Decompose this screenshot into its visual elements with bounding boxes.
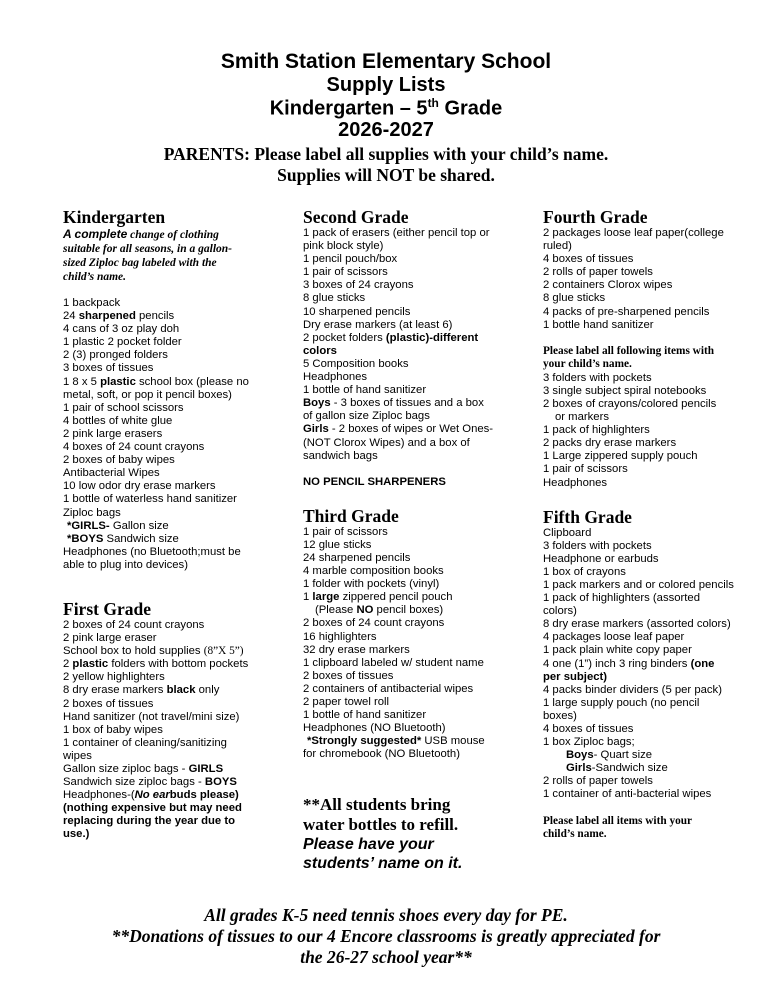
list-item: 3 folders with pockets (543, 539, 652, 552)
list-item: Clipboard (543, 526, 592, 539)
list-item: 2 boxes of baby wipes (63, 454, 175, 467)
list-item: Headphones-(No earbuds please) (63, 789, 239, 802)
list-item: 2 containers Clorox wipes (543, 279, 673, 292)
fifth-grade-title: Fifth Grade (543, 506, 632, 527)
list-item: Sandwich size ziploc bags - BOYS (63, 776, 237, 789)
list-item: 2 boxes of 24 count crayons (63, 618, 205, 631)
list-item: 2 pocket folders (plastic)-different (303, 331, 479, 344)
water-note-line: **All students bring (303, 795, 451, 815)
list-item: 1 pair of scissors (543, 463, 628, 476)
list-item: Boys - 3 boxes of tissues and a box (303, 397, 484, 410)
list-item: 12 glue sticks (303, 538, 372, 551)
second-grade-section (303, 207, 503, 489)
list-item: 16 highlighters (303, 630, 377, 643)
water-bottle-note (303, 795, 503, 873)
list-item: 4 marble composition books (303, 565, 444, 578)
note-text: change of clothing (127, 229, 219, 241)
list-item: 1 container of cleaning/sanitizing (63, 736, 227, 749)
school-year: 2026-2027 (338, 119, 434, 141)
list-item: 2 boxes of tissues (303, 669, 394, 682)
list-item: 4 boxes of 24 count crayons (63, 441, 205, 454)
page-subtitle: Supply Lists (326, 74, 446, 96)
list-item: Headphones (no Bluetooth;must be (63, 545, 241, 558)
list-item: 1 pair of school scissors (63, 401, 184, 414)
list-item: Antibacterial Wipes (63, 467, 160, 480)
grade-range-sup: th (427, 96, 439, 110)
list-item: 4 boxes of tissues (543, 723, 634, 735)
list-item: 2 boxes of 24 count crayons (303, 617, 445, 630)
list-item: 8 glue sticks (543, 292, 606, 305)
list-item: per subject) (543, 670, 608, 683)
water-note-line: water bottles to refill. (303, 815, 459, 835)
list-item: 1 plastic 2 pocket folder (63, 336, 182, 349)
kindergarten-clothing-note (63, 227, 263, 284)
list-item: 1 bottle of hand sanitizer (303, 709, 427, 722)
list-item: 1 bottle hand sanitizer (543, 318, 654, 331)
label-note: Please label all following items with (543, 344, 715, 357)
list-item: pink block style) (303, 240, 384, 253)
footer-line-tennis-shoes: All grades K-5 need tennis shoes every day for PE. (204, 905, 568, 925)
grade-range-text: Kindergarten – 5 (269, 97, 428, 120)
list-item: 2 boxes of crayons/colored pencils (543, 397, 717, 410)
second-grade-title: Second Grade (303, 207, 409, 227)
list-item: 2 yellow highlighters (63, 671, 165, 684)
list-item: 1 bottle of waterless hand sanitizer (63, 493, 237, 506)
list-item: 3 boxes of 24 crayons (303, 279, 414, 292)
list-item: Ziploc bags (63, 506, 121, 519)
list-item: 1 box of crayons (543, 565, 626, 578)
list-item: 3 boxes of tissues (63, 362, 154, 375)
list-item: 1 8 x 5 plastic school box (please no (63, 375, 249, 388)
list-item: 24 sharpened pencils (63, 310, 175, 323)
water-note-line: Please have your (303, 836, 434, 854)
list-item: Headphone or earbuds (543, 552, 659, 565)
list-item: or markers (555, 411, 609, 424)
list-item: 4 boxes of tissues (543, 253, 634, 266)
list-item: 1 large supply pouch (no pencil (543, 696, 700, 709)
list-item: *Strongly suggested* USB mouse (307, 735, 485, 748)
list-item: 4 packages loose leaf paper (543, 631, 685, 644)
list-item: 2 containers of antibacterial wipes (303, 682, 474, 695)
list-item: of gallon size Ziploc bags (303, 410, 430, 423)
fourth-grade-section (543, 207, 743, 490)
list-item: 1 pack of highlighters (543, 424, 650, 437)
list-item: colors (303, 344, 337, 357)
list-item: (NOT Clorox Wipes) and a box of (303, 436, 470, 449)
list-item: (nothing expensive but may need (63, 802, 242, 815)
list-item: *GIRLS- Gallon size (67, 519, 169, 532)
list-item: 8 dry erase markers black only (63, 684, 220, 697)
note-lead: A complete (63, 227, 128, 241)
grade-range (0, 96, 772, 121)
list-item: Boys- Quart size (566, 749, 653, 762)
list-item: 1 pack of highlighters (assorted (543, 592, 700, 605)
list-item: 2 packs dry erase markers (543, 437, 677, 450)
column-left (63, 207, 263, 842)
list-item: boxes) (543, 709, 577, 722)
list-item: Girls - 2 boxes of wipes or Wet Ones- (303, 423, 494, 436)
list-item: 4 bottles of white glue (63, 414, 173, 427)
list-item: 1 bottle of hand sanitizer (303, 384, 427, 397)
third-grade-section (303, 506, 503, 874)
first-grade-title: First Grade (63, 598, 151, 619)
list-item: use.) (63, 828, 90, 841)
list-item: 2 rolls of paper towels (543, 775, 653, 788)
note-text: sized Ziploc bag labeled with the (63, 257, 217, 269)
list-item: Headphones (303, 371, 368, 384)
list-item: 2 boxes of tissues (63, 697, 154, 710)
label-note: child’s name. (543, 828, 607, 841)
list-item: sandwich bags (303, 449, 378, 462)
label-note: Please label all items with your (543, 814, 693, 827)
list-item: 2 pink large eraser (63, 632, 157, 645)
list-item: 1 backpack (63, 297, 121, 309)
label-note: your child’s name. (543, 358, 632, 371)
list-item: 10 sharpened pencils (303, 305, 411, 318)
fifth-grade-section (543, 507, 743, 842)
list-item: able to plug into devices) (63, 558, 188, 571)
school-name: Smith Station Elementary School (220, 50, 552, 73)
list-item: 1 box of baby wipes (63, 723, 163, 736)
list-item: School box to hold supplies (8”X 5”) (63, 645, 244, 658)
list-item: 1 pack plain white copy paper (543, 644, 692, 657)
list-item: 1 pack markers and or colored pencils (543, 578, 734, 591)
list-item: 4 one (1”) inch 3 ring binders (one (543, 657, 715, 670)
list-item: 1 pair of scissors (303, 525, 388, 538)
list-item: metal, soft, or pop it pencil boxes) (63, 388, 232, 401)
kindergarten-section (63, 207, 263, 572)
third-grade-title: Third Grade (303, 505, 399, 526)
list-item: 3 single subject spiral notebooks (543, 384, 707, 397)
water-note-line: students’ name on it. (303, 855, 463, 873)
list-item: Girls-Sandwich size (566, 762, 668, 775)
list-item: 10 low odor dry erase markers (63, 480, 216, 493)
no-sharpeners-note: NO PENCIL SHARPENERS (303, 475, 446, 488)
list-item: 1 pencil pouch/box (303, 253, 398, 266)
list-item: Dry erase markers (at least 6) (303, 318, 453, 331)
column-middle (303, 207, 503, 873)
list-item: 8 glue sticks (303, 292, 366, 305)
list-item: 2 rolls of paper towels (543, 266, 653, 279)
grade-range-suffix: Grade (438, 97, 503, 120)
list-item: 2 (3) pronged folders (63, 349, 168, 362)
footer-line-donations: **Donations of tissues to our 4 Encore classrooms is greatly appreciated for (111, 926, 661, 946)
list-item: 8 dry erase markers (assorted colors) (543, 618, 731, 631)
parents-notice-line1: PARENTS: Please label all supplies with your child’s name. (163, 144, 609, 164)
list-item: 24 sharpened pencils (303, 551, 411, 564)
list-item: 1 clipboard labeled w/ student name (303, 656, 484, 669)
list-item: 2 plastic folders with bottom pockets (63, 658, 249, 671)
list-item: Hand sanitizer (not travel/mini size) (63, 710, 240, 723)
list-item: 2 paper towel roll (303, 696, 390, 708)
list-item: 1 pack of erasers (either pencil top or (303, 227, 490, 239)
list-item: Headphones (NO Bluetooth) (303, 722, 446, 735)
list-item: Headphones (543, 476, 608, 489)
list-item: (Please NO pencil boxes) (315, 604, 444, 617)
list-item: colors) (543, 605, 577, 618)
list-item: 5 Composition books (303, 357, 409, 370)
list-item: 4 packs binder dividers (5 per pack) (543, 683, 722, 696)
list-item: *BOYS Sandwich size (67, 532, 179, 545)
kindergarten-title: Kindergarten (63, 207, 166, 227)
list-item: 2 pink large erasers (63, 427, 163, 440)
list-item: 1 Large zippered supply pouch (543, 450, 698, 463)
parents-notice-line2: Supplies will NOT be shared. (277, 165, 495, 185)
list-item: for chromebook (NO Bluetooth) (303, 748, 460, 761)
list-item: 3 folders with pockets (543, 371, 652, 384)
list-item: 1 box Ziploc bags; (543, 736, 635, 749)
column-right (543, 207, 743, 842)
list-item: 4 cans of 3 oz play doh (63, 323, 180, 336)
list-item: 2 packages loose leaf paper(college (543, 227, 724, 239)
footer-line-year: the 26-27 school year** (300, 947, 472, 967)
note-text: child’s name. (63, 271, 127, 283)
list-item: 1 large zippered pencil pouch (303, 591, 453, 604)
list-item: 1 folder with pockets (vinyl) (303, 578, 440, 591)
list-item: wipes (63, 749, 92, 762)
first-grade-section (63, 599, 263, 842)
list-item: 32 dry erase markers (303, 643, 410, 656)
list-item: Gallon size ziploc bags - GIRLS (63, 763, 224, 775)
list-item: ruled) (543, 240, 572, 253)
fourth-grade-title: Fourth Grade (543, 207, 648, 227)
list-item: replacing during the year due to (63, 815, 235, 828)
note-text: suitable for all seasons, in a gallon- (63, 243, 233, 255)
list-item: 1 container of anti-bacterial wipes (543, 788, 712, 801)
list-item: 4 packs of pre-sharpened pencils (543, 305, 710, 318)
list-item: 1 pair of scissors (303, 266, 388, 279)
